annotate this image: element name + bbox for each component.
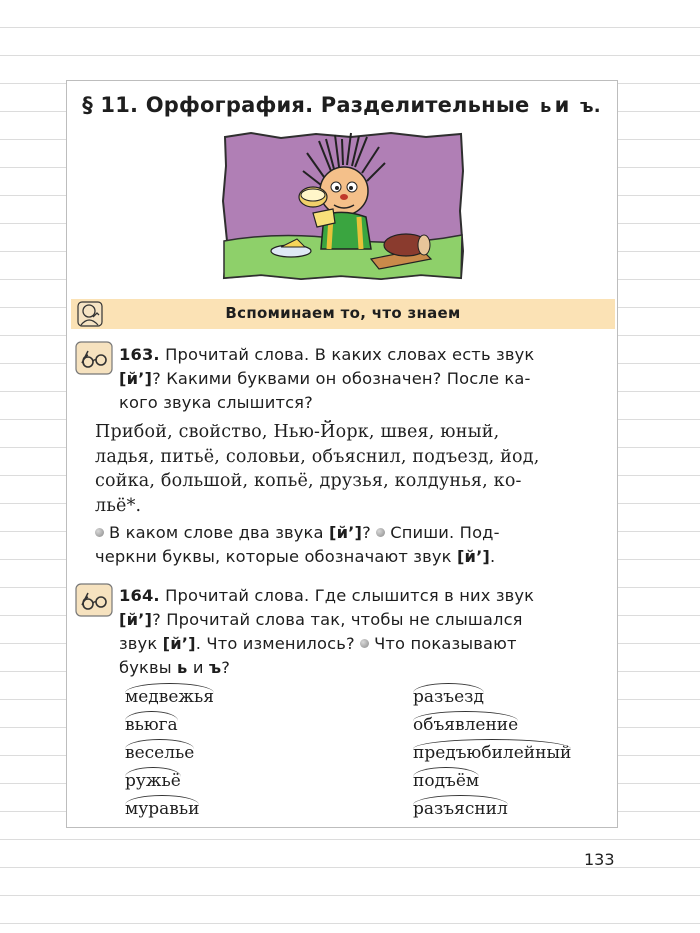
- bullet-icon: [95, 528, 104, 537]
- word-line: Прибой, свойство, Нью-Йорк, швея, юный,: [95, 422, 500, 442]
- reading-glasses-icon: [75, 341, 113, 375]
- word-line: льё*.: [95, 495, 142, 516]
- sound-symbol: [й’]: [119, 369, 153, 388]
- right-word-item: подъём: [413, 770, 479, 792]
- exercise-163-word-list: [95, 420, 607, 518]
- reading-glasses-icon: [75, 583, 113, 617]
- right-word-item: разъяснил: [413, 798, 508, 820]
- exercise-164-prompt: 164. Прочитай слова. Где слышится в них звук [й’]? Прочитай слова так, чтобы не слышался звук [й’]. Что изменилось? Что показывают буквы ь и ъ?: [119, 586, 535, 677]
- syllable-arc: [125, 767, 181, 777]
- section-title-text: Орфография. Разделительные: [145, 93, 530, 117]
- hedgehog-illustration: [221, 131, 465, 281]
- syllable-arc: [413, 795, 508, 805]
- exercise-164-number: 164.: [119, 586, 160, 605]
- left-word-item: ружьё: [125, 770, 181, 792]
- textbook-panel: [66, 80, 618, 828]
- bullet-icon: [376, 528, 385, 537]
- word-line: сойка, большой, копьё, друзья, колдунья, ко-: [95, 471, 522, 491]
- page-number: 133: [584, 850, 615, 869]
- hard-sign-letter: ъ.: [580, 96, 601, 117]
- syllable-arc: [413, 711, 518, 721]
- syllable-arc: [413, 739, 571, 749]
- left-word-item: медвежья: [125, 686, 214, 708]
- exercise-163-prompt: 163. Прочитай слова. В каких словах есть звук [й’]? Какими буквами он обозначен? После ка- кого звука слышится?: [119, 345, 535, 412]
- section-number: § 11.: [82, 93, 139, 117]
- recall-band: [71, 299, 615, 329]
- soft-sign-letter: ь: [539, 96, 552, 117]
- left-word-item: вьюга: [125, 714, 178, 736]
- recall-band-title: Вспоминаем то, что знаем: [225, 304, 461, 322]
- syllable-arc: [413, 683, 484, 693]
- syllable-arc: [125, 795, 199, 805]
- right-word-item: разъезд: [413, 686, 484, 708]
- right-word-item: предъюбилейный: [413, 742, 571, 764]
- syllable-arc: [125, 683, 214, 693]
- right-word-item: объявление: [413, 714, 518, 736]
- syllable-arc: [125, 739, 194, 749]
- and-word: и: [554, 93, 570, 117]
- syllable-arc: [413, 767, 479, 777]
- left-word-item: муравьи: [125, 798, 199, 820]
- exercise-163-tasks: В каком слове два звука [й’]? Спиши. Под- черкни буквы, которые обозначают звук [й’].: [95, 523, 500, 566]
- word-line: ладья, питьё, соловьи, объяснил, подъезд, йод,: [95, 446, 540, 467]
- exercise-163-number: 163.: [119, 345, 160, 364]
- section-title: [67, 93, 619, 117]
- syllable-arc: [125, 711, 178, 721]
- left-word-item: веселье: [125, 742, 194, 764]
- bullet-icon: [360, 639, 369, 648]
